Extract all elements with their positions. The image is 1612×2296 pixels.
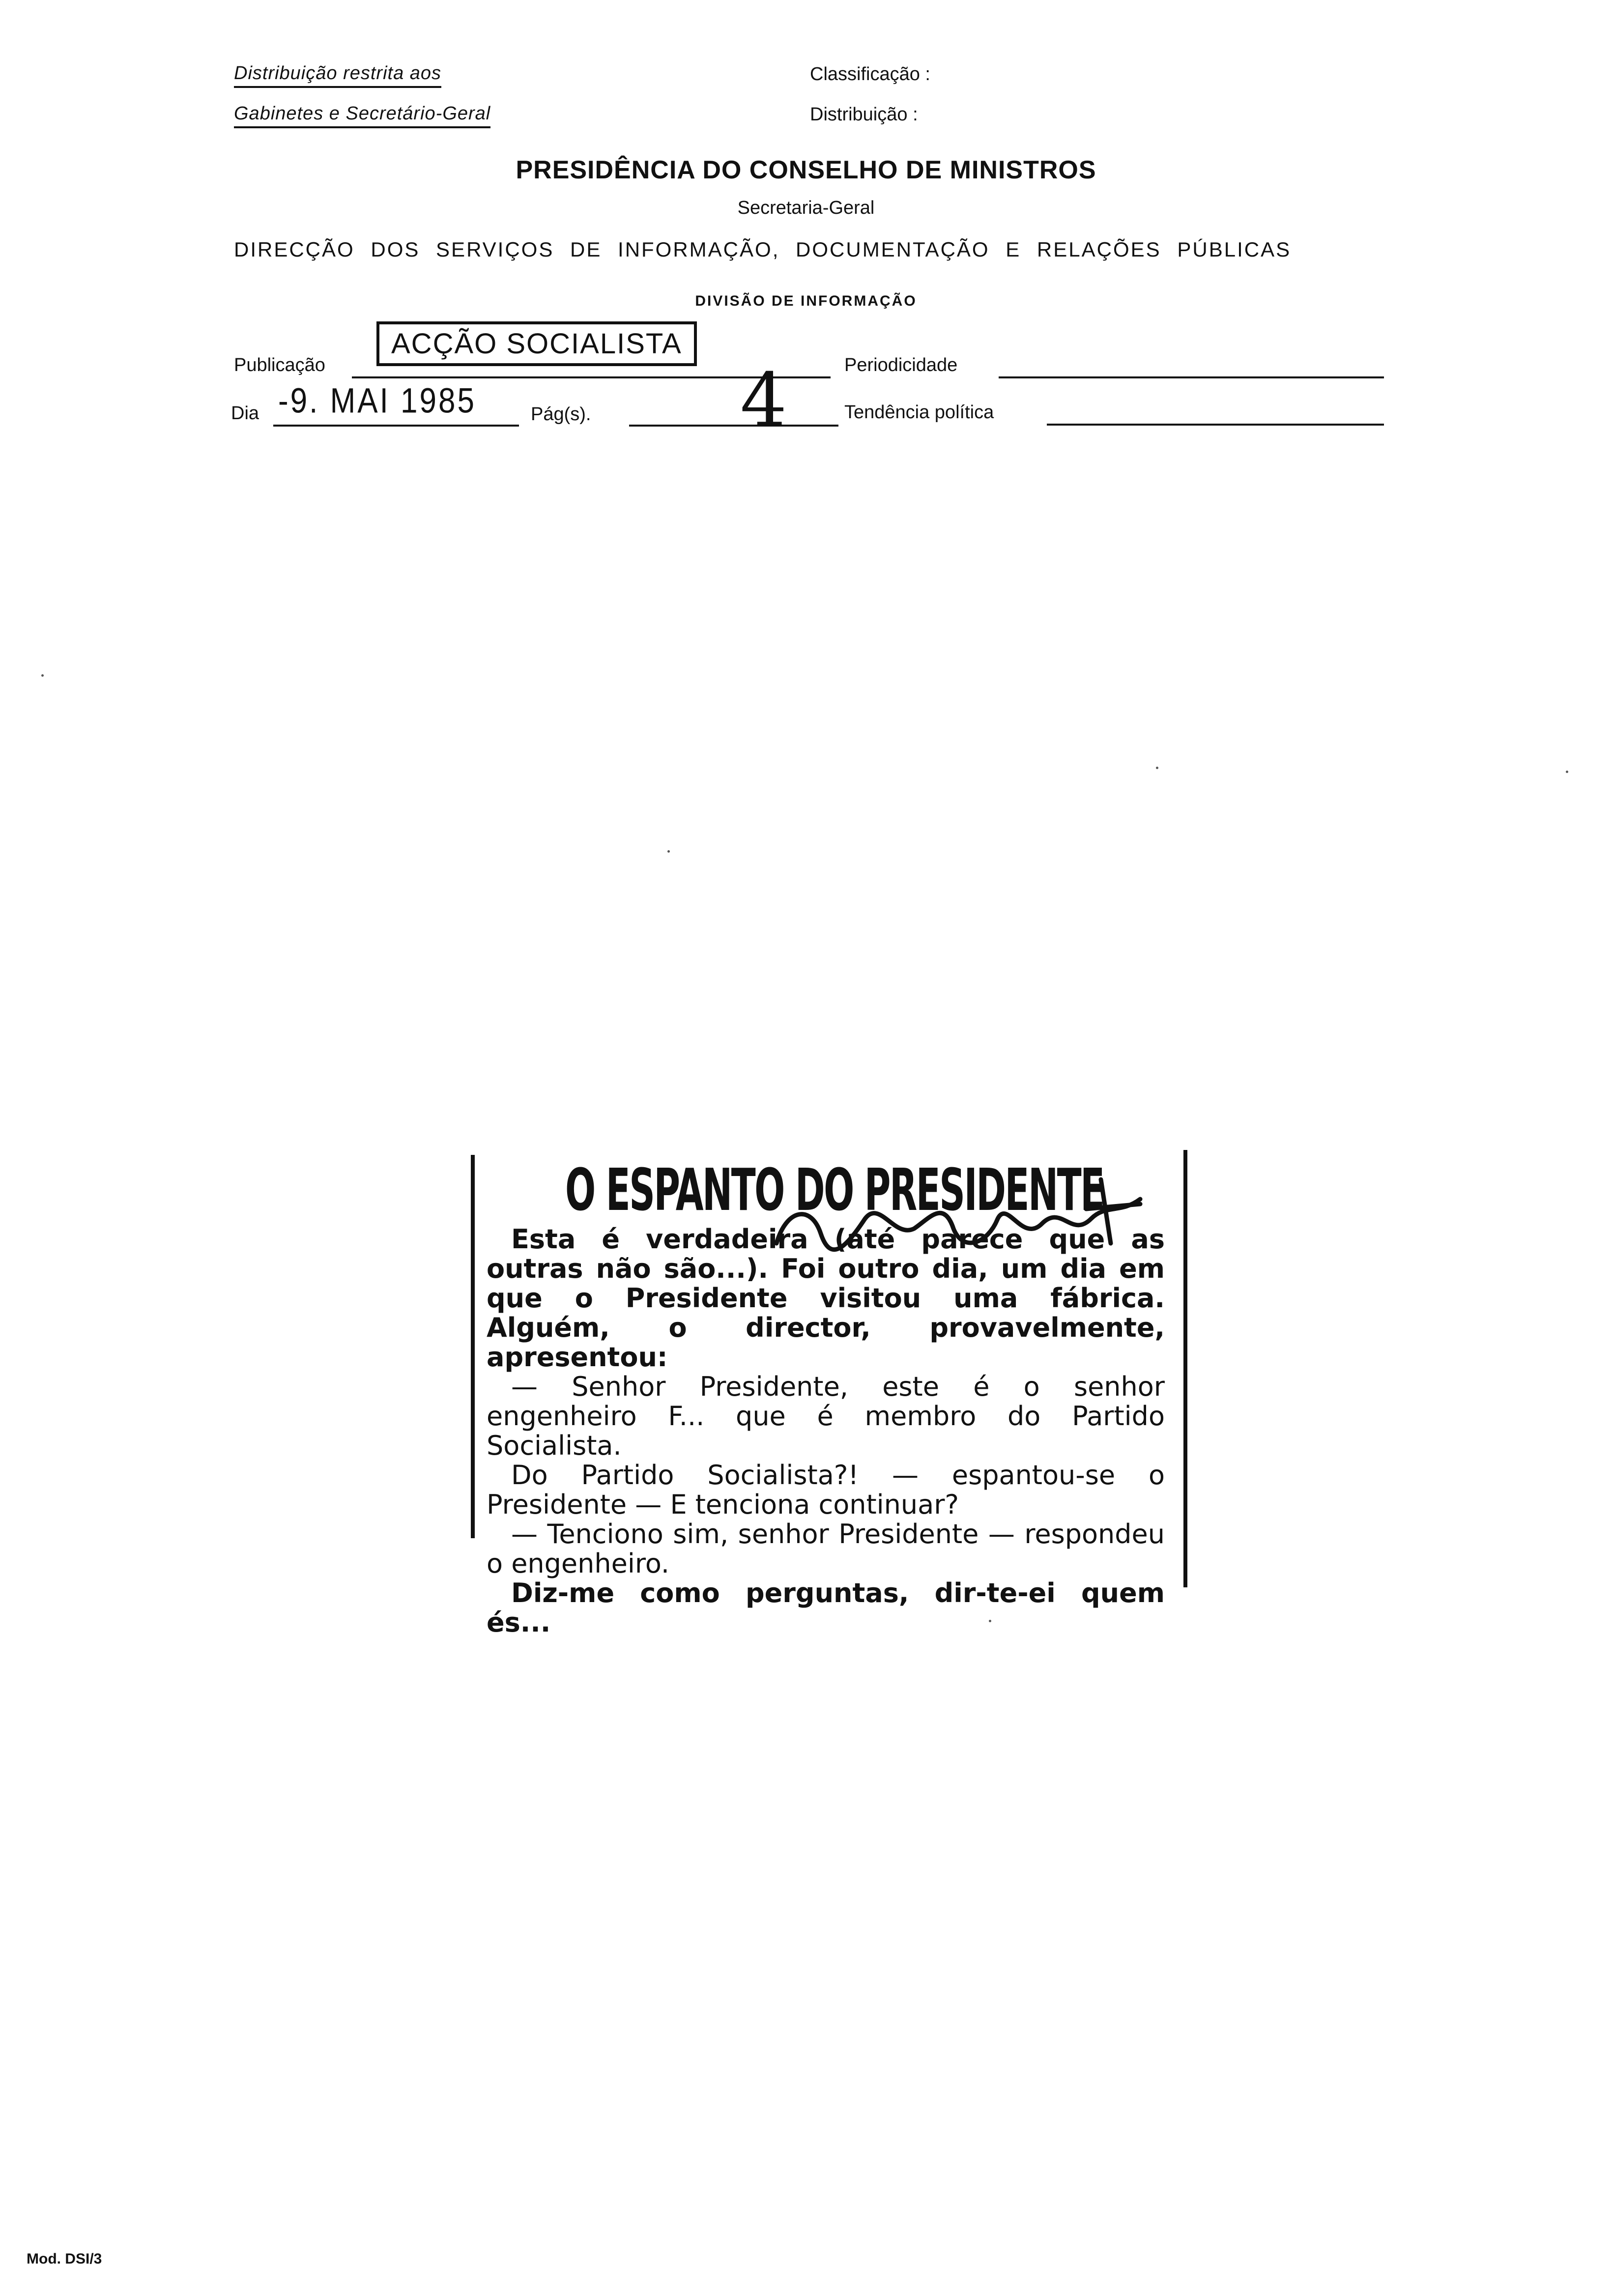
division-label: DIVISÃO DE INFORMAÇÃO — [695, 293, 917, 309]
clipping-paragraph: — Senhor Presidente, este é o senhor engenheiro F... que é membro do Partido Socialista. — [487, 1371, 1165, 1461]
scan-speck — [1566, 771, 1568, 773]
restricted-distribution-line-1: Distribuição restrita aos — [234, 63, 441, 88]
scan-speck — [667, 850, 670, 853]
day-label: Dia — [231, 403, 259, 424]
title-row — [0, 155, 1612, 185]
direction-line: DIRECÇÃO DOS SERVIÇOS DE INFORMAÇÃO, DOCUMENTAÇÃO E RELAÇÕES PÚBLICAS — [234, 238, 1292, 261]
form-model-code: Mod. DSI/3 — [27, 2251, 102, 2267]
political-tendency-field-line — [1047, 424, 1384, 426]
publication-label: Publicação — [234, 355, 325, 375]
distribution-label: Distribuição : — [810, 104, 918, 125]
classification-label: Classificação : — [810, 64, 930, 85]
political-tendency-label: Tendência política — [844, 402, 994, 423]
day-field-line — [273, 425, 519, 427]
handwritten-page-number: 4 — [740, 358, 787, 443]
date-stamp: -9. MAI 1985 — [278, 381, 476, 421]
pages-label: Pág(s). — [531, 404, 591, 425]
periodicity-field-line — [999, 376, 1384, 378]
clipping-paragraph: Diz-me como perguntas, dir-te-ei quem és... — [487, 1578, 1165, 1638]
page-subtitle: Secretaria-Geral — [737, 198, 875, 218]
publication-stamp: ACÇÃO SOCIALISTA — [376, 321, 697, 366]
division-row — [0, 293, 1612, 310]
scan-speck — [989, 1620, 991, 1622]
periodicity-label: Periodicidade — [844, 355, 958, 375]
clipping-left-rule — [471, 1155, 475, 1538]
pages-field-line — [629, 425, 838, 427]
clipping-paragraph: Esta é verdadeira (até parece que as outras não são...). Foi outro dia, um dia em que o Presidente visitou uma fábrica. Alguém, o director, provavelmente, apresentou: — [487, 1224, 1165, 1373]
clipping-paragraph: Do Partido Socialista?! — espantou-se o Presidente — E tenciona continuar? — [487, 1460, 1165, 1520]
clipping-right-rule — [1183, 1150, 1187, 1587]
clipping-body — [487, 1225, 1165, 1637]
page-title: PRESIDÊNCIA DO CONSELHO DE MINISTROS — [516, 156, 1096, 184]
scan-speck — [1156, 767, 1158, 769]
scan-speck — [41, 674, 44, 677]
clipping-headline: O ESPANTO DO PRESIDENTE — [565, 1156, 1104, 1224]
clipping-paragraph: — Tenciono sim, senhor Presidente — respondeu o engenheiro. — [487, 1519, 1165, 1579]
restricted-distribution-line-2: Gabinetes e Secretário-Geral — [234, 103, 490, 128]
subtitle-row — [0, 198, 1612, 219]
